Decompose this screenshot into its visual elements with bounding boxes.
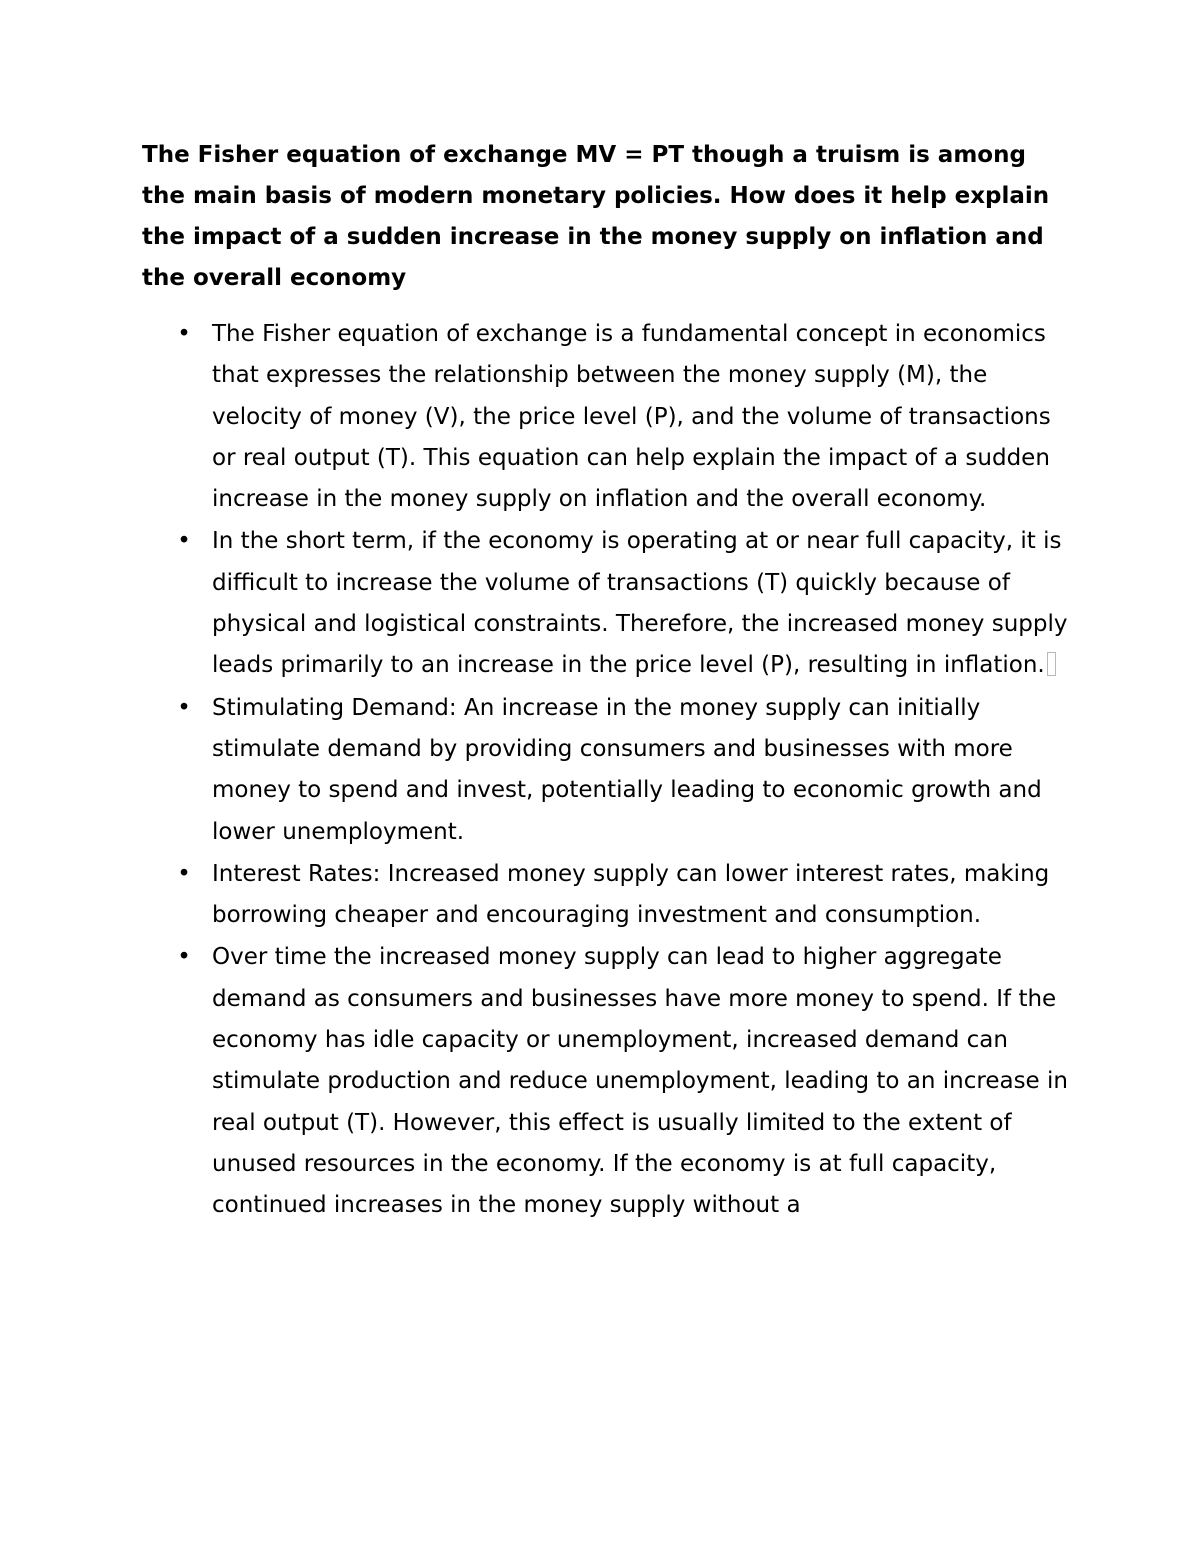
- bullet-icon: •: [177, 321, 191, 347]
- bullet-icon: •: [177, 528, 191, 555]
- answer-bullet-list: [142, 314, 1072, 1228]
- list-item: [142, 688, 1072, 853]
- missing-glyph-icon: [1047, 652, 1056, 676]
- bullet-text: Stimulating Demand: An increase in the money supply can initially stimulate demand by providing consumers and businesses with more money to spend and invest, potentially leading to economic growth and lower unemployment.: [212, 694, 1042, 845]
- bullet-text-content: In the short term, if the economy is operating at or near full capacity, it is difficult to increase the volume of transactions (T) quickly because of physical and logistical constraints. Therefore, the increased money supply leads primarily to an increase in the price level (P), resulting in inflation.: [212, 528, 1068, 679]
- list-item: [142, 937, 1072, 1226]
- bullet-text: Interest Rates: Increased money supply can lower interest rates, making borrowing cheaper and encouraging investment and consumption.: [212, 860, 1050, 929]
- list-item: [142, 314, 1072, 520]
- bullet-text: The Fisher equation of exchange is a fundamental concept in economics that expresses the relationship between the money supply (M), the velocity of money (V), the price level (P), and the volume of transactions or real output (T). This equation can help explain the impact of a sudden increase in the money supply on inflation and the overall economy.: [212, 321, 1051, 513]
- bullet-icon: •: [177, 694, 191, 721]
- bullet-icon: •: [177, 944, 191, 971]
- bullet-icon: •: [177, 860, 191, 887]
- list-item: [142, 521, 1072, 686]
- list-item: [142, 854, 1072, 937]
- bullet-text: Over time the increased money supply can lead to higher aggregate demand as consumers and businesses have more money to spend. If the economy has idle capacity or unemployment, increased demand can stimulate production and reduce unemployment, leading to an increase in real output (T). However, this effect is usually limited to the extent of unused resources in the economy. If the economy is at full capacity, continued increases in the money supply without a: [212, 944, 1068, 1219]
- bullet-text: [212, 521, 1072, 686]
- question-heading: The Fisher equation of exchange MV = PT though a truism is among the main basis of modern monetary policies. How does it help explain the impact of a sudden increase in the money supply on inflation and the overall economy: [142, 142, 1050, 291]
